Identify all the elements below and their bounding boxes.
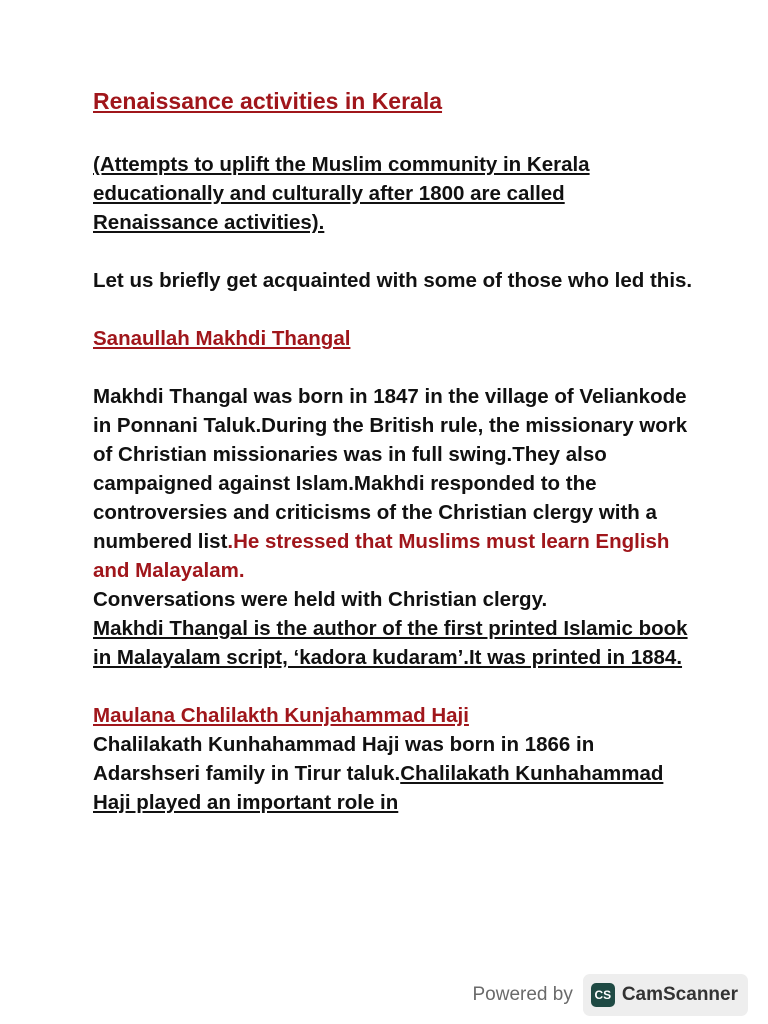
makhdi-body-dot: . [227, 530, 234, 553]
document-page [93, 86, 693, 817]
powered-by-label: Powered by [472, 984, 573, 1005]
camscanner-brand-name: CamScanner [621, 984, 738, 1005]
spacer [93, 295, 693, 324]
chalilakath-body-text: Chalilakath Kunhahammad Haji was born in 1866 in Adarshseri family in Tirur taluk. [93, 733, 595, 785]
spacer [93, 237, 693, 266]
spacer [93, 672, 693, 701]
camscanner-watermark [472, 974, 748, 1016]
document-title: Renaissance activities in Kerala [93, 88, 443, 114]
section-heading-makhdi: Sanaullah Makhdi Thangal [93, 327, 351, 350]
lead-paragraph: Let us briefly get acquainted with some of those who led this. [93, 269, 693, 292]
section-body-makhdi [93, 382, 693, 672]
makhdi-body-text: Makhdi Thangal was born in 1847 in the village of Veliankode in Ponnani Taluk.During the British rule, the missionary work of Christian missionaries was in full swing.They also campaigned against Islam.Makhdi responded to the controversies and criticisms of the Christian clergy with a numbered list [93, 385, 688, 553]
makhdi-conversations-text: Conversations were held with Christian clergy. [93, 588, 548, 611]
camscanner-logo-icon: CS [591, 983, 615, 1007]
chalilakath-underlined-text: Chalilakath Kunhahammad Haji played an important role in [93, 762, 664, 814]
makhdi-author-text: Makhdi Thangal is the author of the first printed Islamic book in Malayalam script, ‘kadora kudaram’.It was printed in 1884. [93, 617, 688, 669]
camscanner-badge [583, 974, 748, 1016]
spacer [93, 353, 693, 382]
section-body-chalilakath [93, 730, 693, 817]
section-heading-chalilakath: Maulana Chalilakth Kunjahammad Haji [93, 704, 469, 727]
intro-paragraph: (Attempts to uplift the Muslim community in Kerala educationally and culturally after 1800 are called Renaissance activities). [93, 153, 590, 234]
makhdi-emphasis-text: He stressed that Muslims must learn English and Malayalam. [93, 530, 670, 582]
